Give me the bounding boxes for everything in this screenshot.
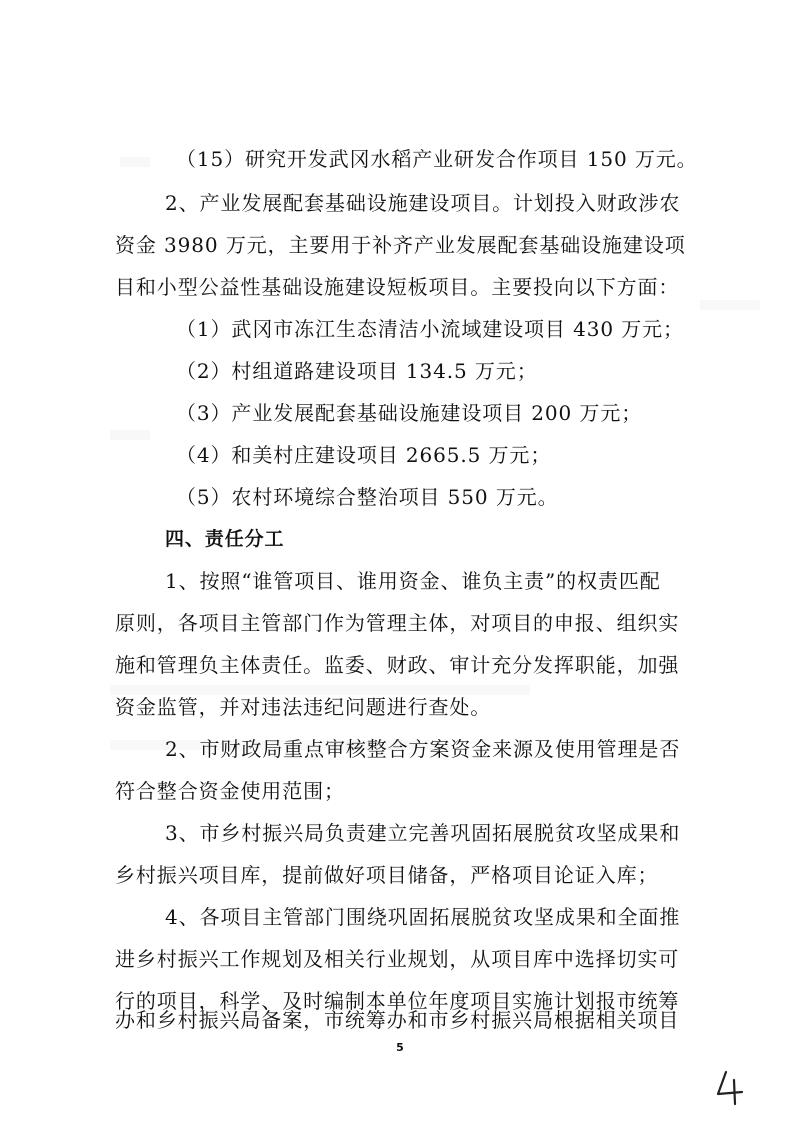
text-line: （3）产业发展配套基础设施建设项目 200 万元； (176, 401, 643, 425)
section-heading: 四、责任分工 (165, 528, 285, 550)
page-number: 5 (396, 1041, 404, 1054)
handwritten-page-mark (712, 1068, 748, 1112)
text-line: 目和小型公益性基础设施建设短板项目。主要投向以下方面： (115, 275, 680, 299)
text-line: 原则，各项目主管部门作为管理主体，对项目的申报、组织实 (115, 611, 680, 635)
handwritten-four-icon (712, 1068, 748, 1108)
text-line: （2）村组道路建设项目 134.5 万元； (176, 359, 538, 383)
text-line: 2、市财政局重点审核整合方案资金来源及使用管理是否 (165, 737, 681, 761)
text-line: （15）研究开发武冈水稻产业研发合作项目 150 万元。 (176, 147, 698, 171)
text-line: 办和乡村振兴局备案，市统筹办和市乡村振兴局根据相关项目 (115, 1008, 680, 1032)
bleed-through-mark (120, 157, 150, 167)
text-line: 符合整合资金使用范围； (115, 779, 345, 803)
text-line: 资金监管，并对违法违纪问题进行查处。 (115, 695, 492, 719)
text-line: 行的项目，科学、及时编制本单位年度项目实施计划报市统筹 (115, 989, 680, 1013)
text-line: 进乡村振兴工作规划及相关行业规划，从项目库中选择切实可 (115, 947, 680, 971)
text-line: （4）和美村庄建设项目 2665.5 万元； (176, 443, 552, 467)
text-line: （5）农村环境综合整治项目 550 万元。 (176, 485, 559, 509)
bleed-through-mark (110, 430, 150, 440)
text-line: 3、市乡村振兴局负责建立完善巩固拓展脱贫攻坚成果和 (165, 821, 681, 845)
text-line: （1）武冈市冻江生态清洁小流域建设项目 430 万元； (176, 317, 684, 341)
text-line: 施和管理负主体责任。监委、财政、审计充分发挥职能，加强 (115, 653, 680, 677)
text-line: 资金 3980 万元，主要用于补齐产业发展配套基础设施建设项 (115, 233, 686, 257)
text-line: 4、各项目主管部门围绕巩固拓展脱贫攻坚成果和全面推 (165, 905, 681, 929)
text-line: 1、按照“谁管项目、谁用资金、谁负主责”的权责匹配 (165, 569, 661, 593)
bleed-through-mark (700, 300, 760, 310)
text-line: 2、产业发展配套基础设施建设项目。计划投入财政涉农 (165, 191, 681, 215)
text-line: 乡村振兴项目库，提前做好项目储备，严格项目论证入库； (115, 863, 659, 887)
